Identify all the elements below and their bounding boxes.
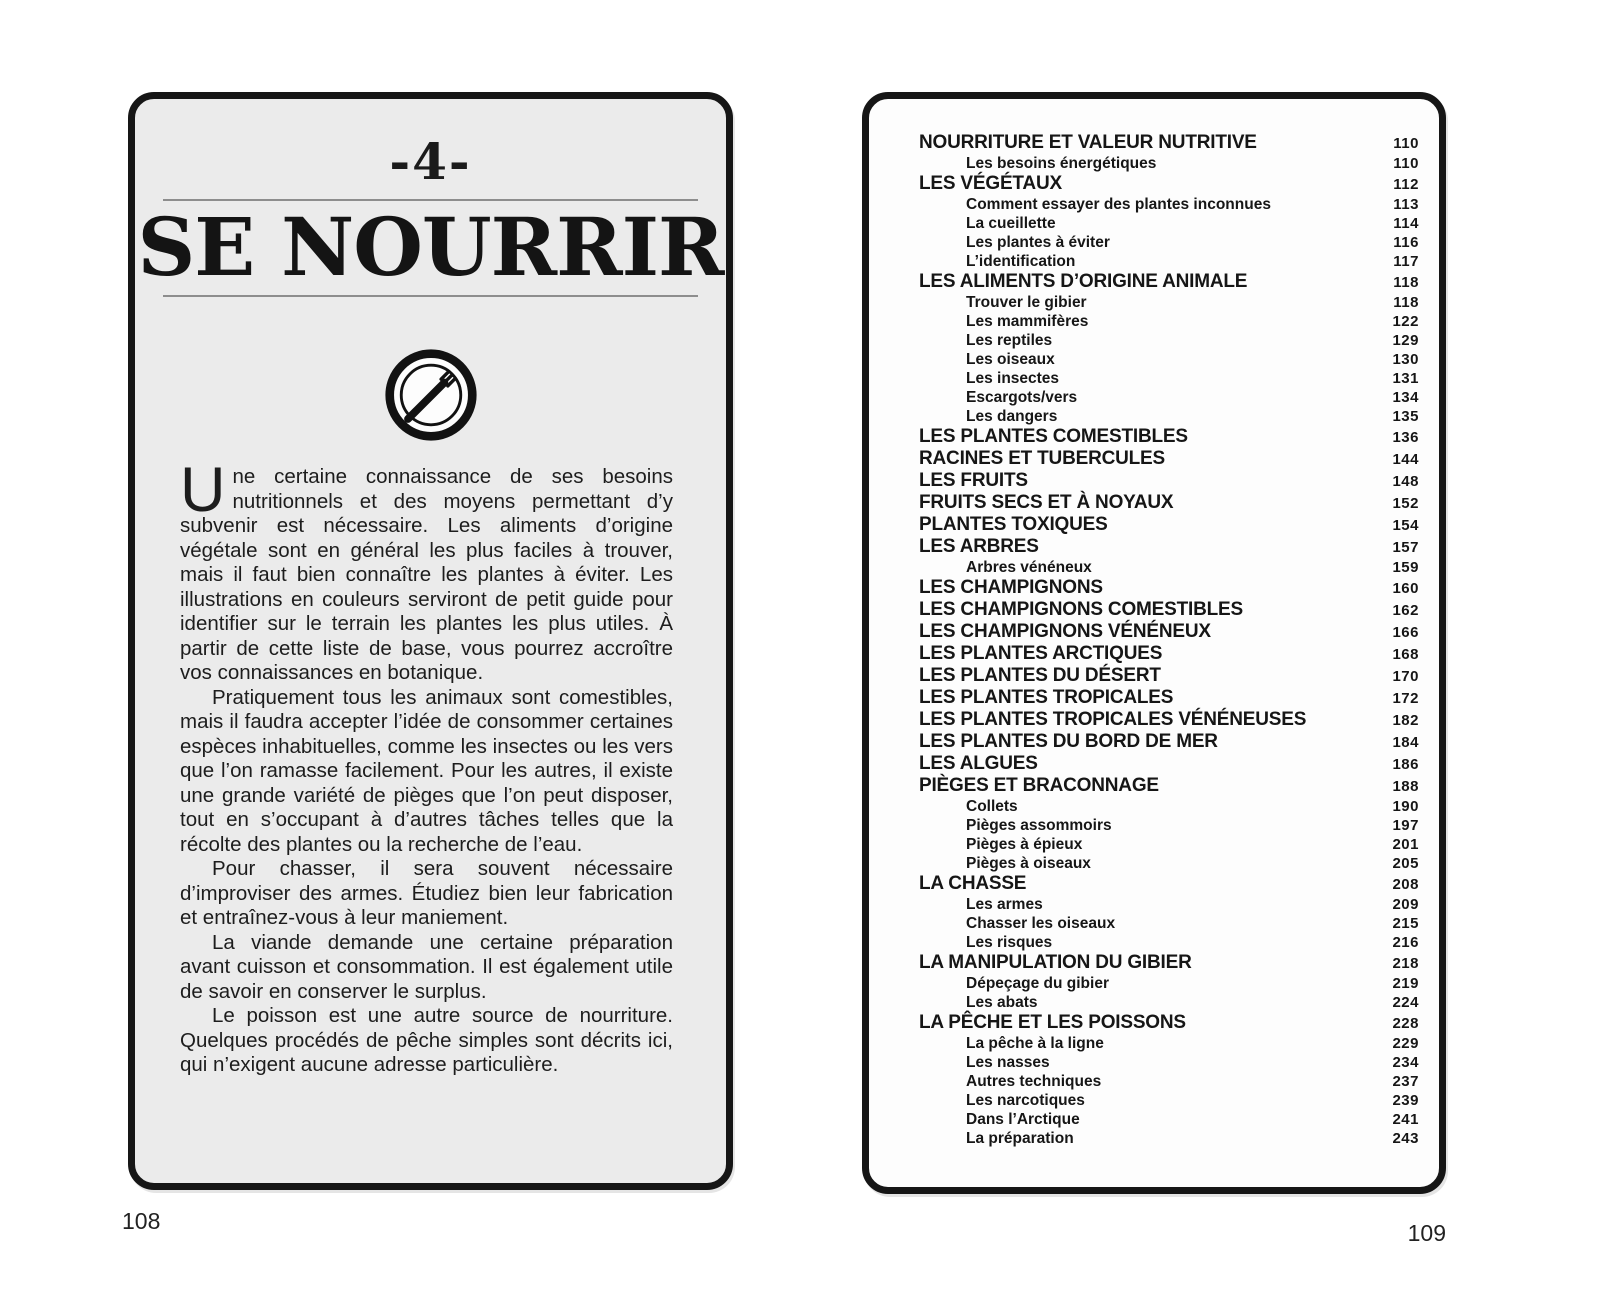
toc-entry <box>919 407 1419 426</box>
toc-entry <box>919 914 1419 933</box>
toc-entry-label: LES PLANTES DU BORD DE MER <box>919 731 1218 752</box>
toc-entry-page-number: 184 <box>1392 734 1419 751</box>
toc-entry-label: La pêche à la ligne <box>966 1035 1104 1052</box>
toc-entry-label: LES ALIMENTS D’ORIGINE ANIMALE <box>919 271 1248 292</box>
toc-entry-page-number: 201 <box>1392 836 1419 853</box>
toc-entry-label: LES PLANTES TROPICALES <box>919 687 1174 708</box>
toc-entry-label: Collets <box>966 798 1018 815</box>
toc-entry <box>919 599 1419 621</box>
toc-entry <box>919 993 1419 1012</box>
toc-entry <box>919 577 1419 599</box>
toc-entry <box>919 252 1419 271</box>
toc-entry <box>919 974 1419 993</box>
toc-entry-label: Les abats <box>966 994 1038 1011</box>
toc-entry-label: LES PLANTES DU DÉSERT <box>919 665 1161 686</box>
toc-entry-page-number: 216 <box>1392 934 1419 951</box>
toc-entry-label: Dans l’Arctique <box>966 1111 1080 1128</box>
drop-cap: U <box>180 455 226 525</box>
toc-entry <box>919 1012 1419 1034</box>
toc-entry <box>919 873 1419 895</box>
toc-entry-page-number: 205 <box>1392 855 1419 872</box>
toc-entry-page-number: 116 <box>1393 234 1419 251</box>
toc-entry <box>919 388 1419 407</box>
toc-entry <box>919 293 1419 312</box>
toc-entry-page-number: 112 <box>1393 176 1419 193</box>
toc-entry-label: Les besoins énergétiques <box>966 155 1157 172</box>
toc-entry <box>919 470 1419 492</box>
toc-entry-page-number: 243 <box>1392 1130 1419 1147</box>
toc-entry <box>919 426 1419 448</box>
intro-paragraph: Pour chasser, il sera souvent nécessaire d’improviser des armes. Étudiez bien leur fabrication et entraînez-vous à leur maniement. <box>180 857 673 929</box>
toc-entry-label: Pièges à épieux <box>966 836 1083 853</box>
toc-entry-page-number: 162 <box>1392 602 1419 619</box>
toc-entry-page-number: 114 <box>1393 215 1419 232</box>
toc-entry-label: LES ALGUES <box>919 753 1038 774</box>
toc-entry-page-number: 113 <box>1393 196 1419 213</box>
toc-entry <box>919 132 1419 154</box>
intro-paragraph: Pratiquement tous les animaux sont comestibles, mais il faudra accepter l’idée de consommer certaines espèces inhabituelles, comme les insectes ou les vers que l’on ramasse facilement. Pour les autres, il existe une grande variété de pièges que l’on peut disposer, tout en s’occupant à d’autres tâches telles que la récolte des plantes ou la recherche de l’eau. <box>180 685 673 856</box>
toc-entry <box>919 933 1419 952</box>
chapter-title: SE NOURRIR <box>137 200 724 294</box>
toc-entry-page-number: 237 <box>1392 1073 1419 1090</box>
toc-entry-label: Comment essayer des plantes inconnues <box>966 196 1271 213</box>
toc-entry-label: PLANTES TOXIQUES <box>919 514 1108 535</box>
toc-entry <box>919 643 1419 665</box>
toc-entry <box>919 154 1419 173</box>
toc-entry-page-number: 219 <box>1392 975 1419 992</box>
toc-entry-label: LA PÊCHE ET LES POISSONS <box>919 1012 1186 1033</box>
toc-entry-page-number: 117 <box>1393 253 1419 270</box>
toc-entry-page-number: 129 <box>1392 332 1419 349</box>
toc-entry <box>919 753 1419 775</box>
toc-entry-page-number: 239 <box>1392 1092 1419 1109</box>
toc-entry <box>919 514 1419 536</box>
toc-entry <box>919 312 1419 331</box>
right-page <box>862 92 1446 1194</box>
toc-entry-page-number: 234 <box>1392 1054 1419 1071</box>
toc-entry-label: LES VÉGÉTAUX <box>919 173 1062 194</box>
toc-entry-label: Dépeçage du gibier <box>966 975 1109 992</box>
toc-entry-page-number: 209 <box>1392 896 1419 913</box>
toc-entry-page-number: 159 <box>1392 559 1419 576</box>
toc-entry-label: Les plantes à éviter <box>966 234 1110 251</box>
toc-entry-label: Les dangers <box>966 408 1058 425</box>
toc-entry-page-number: 110 <box>1393 135 1419 152</box>
toc-entry <box>919 369 1419 388</box>
toc-entry <box>919 1091 1419 1110</box>
toc-entry-label: La préparation <box>966 1130 1074 1147</box>
toc-entry <box>919 1129 1419 1148</box>
chapter-intro-text <box>180 455 673 1078</box>
plate-and-fork-icon <box>135 347 726 443</box>
toc-entry-page-number: 160 <box>1392 580 1419 597</box>
toc-entry-page-number: 168 <box>1392 646 1419 663</box>
toc-entry-label: Les armes <box>966 896 1043 913</box>
toc-entry-page-number: 152 <box>1392 495 1419 512</box>
toc-entry-page-number: 188 <box>1392 778 1419 795</box>
toc-entry-label: Arbres vénéneux <box>966 559 1092 576</box>
toc-entry <box>919 895 1419 914</box>
toc-entry <box>919 271 1419 293</box>
toc-entry-label: Les reptiles <box>966 332 1053 349</box>
toc-entry-label: Chasser les oiseaux <box>966 915 1116 932</box>
toc-entry-page-number: 241 <box>1392 1111 1419 1128</box>
toc-entry-page-number: 166 <box>1392 624 1419 641</box>
toc-entry-label: Les nasses <box>966 1054 1050 1071</box>
toc-entry-page-number: 122 <box>1392 313 1419 330</box>
toc-entry <box>919 331 1419 350</box>
toc-entry-page-number: 135 <box>1392 408 1419 425</box>
toc-entry <box>919 1072 1419 1091</box>
toc-entry-label: LES CHAMPIGNONS COMESTIBLES <box>919 599 1243 620</box>
intro-paragraph: Une certaine connaissance de ses besoins nutritionnels et des moyens permettant d’y subvenir est nécessaire. Les aliments d’origine végétale sont en général les plus faciles à trouver, mais il faut bien connaître les plantes à éviter. Les illustrations en couleurs serviront de petit guide pour identifier sur le terrain les plantes les plus utiles. À partir de cette liste de base, vous pourrez accroître vos connaissances en botanique. <box>180 455 673 684</box>
toc-entry-page-number: 157 <box>1392 539 1419 556</box>
intro-paragraph: Le poisson est une autre source de nourriture. Quelques procédés de pêche simples sont décrits ici, qui n’exigent aucune adresse particulière. <box>180 1004 673 1076</box>
toc-entry <box>919 173 1419 195</box>
toc-entry-label: LES CHAMPIGNONS VÉNÉNEUX <box>919 621 1211 642</box>
toc-entry-label: La cueillette <box>966 215 1056 232</box>
toc-entry-label: Les oiseaux <box>966 351 1055 368</box>
toc-entry-page-number: 144 <box>1392 451 1419 468</box>
toc-entry <box>919 1053 1419 1072</box>
toc-entry-label: LA MANIPULATION DU GIBIER <box>919 952 1192 973</box>
toc-entry-page-number: 118 <box>1393 274 1419 291</box>
toc-entry <box>919 195 1419 214</box>
toc-entry-page-number: 131 <box>1392 370 1419 387</box>
toc-entry-label: Les narcotiques <box>966 1092 1085 1109</box>
toc-entry <box>919 687 1419 709</box>
toc-entry <box>919 448 1419 470</box>
toc-entry-page-number: 130 <box>1392 351 1419 368</box>
toc-entry <box>919 621 1419 643</box>
toc-entry <box>919 492 1419 514</box>
toc-entry-label: LES PLANTES COMESTIBLES <box>919 426 1188 447</box>
page-number-right: 109 <box>1407 1220 1446 1246</box>
toc-entry <box>919 854 1419 873</box>
toc-entry-label: LES CHAMPIGNONS <box>919 577 1103 598</box>
toc-entry <box>919 1110 1419 1129</box>
toc-entry-page-number: 218 <box>1392 955 1419 972</box>
toc-entry-page-number: 190 <box>1392 798 1419 815</box>
toc-entry-label: PIÈGES ET BRACONNAGE <box>919 775 1159 796</box>
toc-entry-label: L’identification <box>966 253 1076 270</box>
toc-entry-page-number: 172 <box>1392 690 1419 707</box>
left-page <box>128 92 733 1190</box>
toc-entry-label: Pièges assommoirs <box>966 817 1112 834</box>
toc-entry <box>919 214 1419 233</box>
toc-entry-label: LES PLANTES ARCTIQUES <box>919 643 1163 664</box>
toc-entry <box>919 1034 1419 1053</box>
toc-entry <box>919 233 1419 252</box>
toc-entry <box>919 797 1419 816</box>
toc-entry-label: LES ARBRES <box>919 536 1039 557</box>
toc-entry <box>919 350 1419 369</box>
toc-entry-page-number: 170 <box>1392 668 1419 685</box>
toc-entry <box>919 816 1419 835</box>
toc-entry-page-number: 228 <box>1392 1015 1419 1032</box>
toc-entry-page-number: 154 <box>1392 517 1419 534</box>
toc-entry-page-number: 208 <box>1392 876 1419 893</box>
toc-entry-label: LES PLANTES TROPICALES VÉNÉNEUSES <box>919 709 1307 730</box>
toc-entry-page-number: 136 <box>1392 429 1419 446</box>
toc-entry-label: RACINES ET TUBERCULES <box>919 448 1165 469</box>
toc-entry-label: Les insectes <box>966 370 1060 387</box>
toc-entry-page-number: 134 <box>1392 389 1419 406</box>
toc-entry-label: Autres techniques <box>966 1073 1102 1090</box>
toc-entry-page-number: 110 <box>1393 155 1419 172</box>
title-rule-bottom <box>163 295 698 297</box>
toc-entry-label: Pièges à oiseaux <box>966 855 1091 872</box>
toc-entry-label: Les risques <box>966 934 1053 951</box>
intro-paragraph: La viande demande une certaine préparation avant cuisson et consommation. Il est également utile de savoir en conserver le surplus. <box>180 930 673 1003</box>
toc-entry-label: Les mammifères <box>966 313 1089 330</box>
toc-entry-label: LA CHASSE <box>919 873 1027 894</box>
toc-entry-page-number: 186 <box>1392 756 1419 773</box>
toc-entry-page-number: 229 <box>1392 1035 1419 1052</box>
toc-entry-page-number: 224 <box>1392 994 1419 1011</box>
toc-entry-label: LES FRUITS <box>919 470 1028 491</box>
toc-entry <box>919 835 1419 854</box>
toc-entry-label: Trouver le gibier <box>966 294 1087 311</box>
toc-entry-label: FRUITS SECS ET À NOYAUX <box>919 492 1174 513</box>
toc-entry <box>919 709 1419 731</box>
toc-entry <box>919 665 1419 687</box>
toc-entry-page-number: 197 <box>1392 817 1419 834</box>
toc-entry-page-number: 215 <box>1392 915 1419 932</box>
table-of-contents <box>869 99 1439 1148</box>
toc-entry-page-number: 148 <box>1392 473 1419 490</box>
toc-entry <box>919 775 1419 797</box>
toc-entry-page-number: 182 <box>1392 712 1419 729</box>
toc-entry <box>919 731 1419 753</box>
toc-entry-label: Escargots/vers <box>966 389 1078 406</box>
chapter-number: -4- <box>389 132 472 191</box>
toc-entry-page-number: 118 <box>1393 294 1419 311</box>
toc-entry <box>919 536 1419 558</box>
toc-entry <box>919 952 1419 974</box>
page-number-left: 108 <box>122 1208 161 1234</box>
toc-entry-label: NOURRITURE ET VALEUR NUTRITIVE <box>919 132 1257 153</box>
toc-entry <box>919 558 1419 577</box>
